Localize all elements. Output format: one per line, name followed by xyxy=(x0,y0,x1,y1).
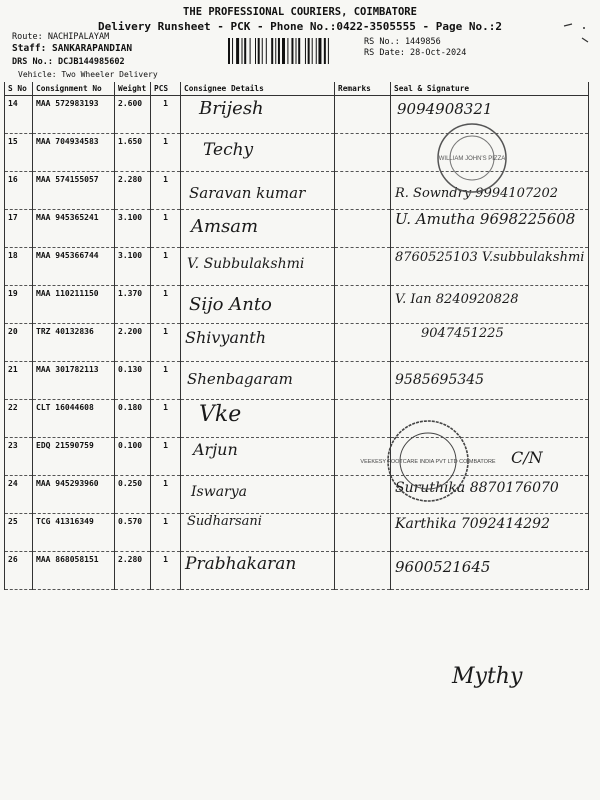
barcode-image xyxy=(228,38,356,64)
barcode-bar xyxy=(244,38,246,64)
barcode-bar xyxy=(236,38,239,64)
cell-remarks xyxy=(335,552,391,590)
cell-consignee xyxy=(181,400,335,438)
barcode-bar xyxy=(262,38,263,64)
barcode-bar xyxy=(266,38,267,64)
consignee-handwriting: Shivyanth xyxy=(185,328,267,347)
footer-signature-text: Mythy xyxy=(452,664,523,689)
cell-consignee xyxy=(181,286,335,324)
consignee-handwriting: Brijesh xyxy=(199,98,264,119)
cell-weight: 0.180 xyxy=(115,400,151,438)
consignee-handwriting: Iswarya xyxy=(191,484,247,500)
cell-consignee xyxy=(181,248,335,286)
cell-remarks xyxy=(335,324,391,362)
stamp-1-text: WILLIAM JOHN'S PIZZA xyxy=(438,156,506,162)
cell-sno: 18 xyxy=(5,248,33,286)
route-label: Route: NACHIPALAYAM xyxy=(12,32,110,42)
barcode-bar xyxy=(255,38,256,64)
cell-remarks xyxy=(335,248,391,286)
cell-sno: 14 xyxy=(5,96,33,134)
cell-consignment: CLT 16044608 xyxy=(33,400,115,438)
col-header-remarks: Remarks xyxy=(335,82,391,96)
barcode-bar xyxy=(242,38,243,64)
consignee-handwriting: Sudharsani xyxy=(187,514,262,529)
cell-pcs: 1 xyxy=(151,248,181,286)
cell-signature xyxy=(391,210,589,248)
cell-pcs: 1 xyxy=(151,552,181,590)
barcode-bar xyxy=(275,38,276,64)
barcode-bar xyxy=(308,38,310,64)
drs-number: DRS No.: DCJB144985602 xyxy=(12,57,125,67)
cell-sno: 19 xyxy=(5,286,33,324)
cell-pcs: 1 xyxy=(151,210,181,248)
barcode-bar xyxy=(291,38,293,64)
cell-pcs: 1 xyxy=(151,476,181,514)
vehicle-label: Vehicle: Two Wheeler Delivery xyxy=(18,70,158,79)
cell-weight: 2.600 xyxy=(115,96,151,134)
cell-sno: 22 xyxy=(5,400,33,438)
cell-consignment: MAA 574155057 xyxy=(33,172,115,210)
cell-consignee xyxy=(181,438,335,476)
cell-consignment: MAA 945365241 xyxy=(33,210,115,248)
cell-sno: 15 xyxy=(5,134,33,172)
table-row xyxy=(5,210,589,248)
barcode-bar xyxy=(312,38,313,64)
stamp-2-text: VEEKESY FOOTCARE INDIA PVT LTD COIMBATORE xyxy=(360,459,496,465)
barcode-bar xyxy=(287,38,288,64)
barcode-bar xyxy=(318,38,321,64)
cell-consignee xyxy=(181,210,335,248)
cell-consignment: MAA 868058151 xyxy=(33,552,115,590)
cell-remarks xyxy=(335,172,391,210)
cell-sno: 16 xyxy=(5,172,33,210)
cell-consignment: MAA 945366744 xyxy=(33,248,115,286)
cell-signature xyxy=(391,286,589,324)
cell-weight: 2.280 xyxy=(115,172,151,210)
barcode-bar xyxy=(305,38,306,64)
signature-handwriting: U. Amutha 9698225608 xyxy=(395,210,576,228)
company-title: THE PROFESSIONAL COURIERS, COIMBATORE xyxy=(183,6,417,18)
cell-consignment: EDQ 21590759 xyxy=(33,438,115,476)
barcode-bar xyxy=(316,38,317,64)
cell-consignee xyxy=(181,476,335,514)
cell-sno: 20 xyxy=(5,324,33,362)
consignee-handwriting: Sijo Anto xyxy=(189,294,272,315)
cell-consignee xyxy=(181,324,335,362)
consignee-handwriting: Techy xyxy=(203,140,254,160)
table-row xyxy=(5,438,589,476)
cell-pcs: 1 xyxy=(151,400,181,438)
cell-consignee xyxy=(181,362,335,400)
cell-signature xyxy=(391,514,589,552)
staff-label: Staff: SANKARAPANDIAN xyxy=(12,43,133,54)
table-row xyxy=(5,286,589,324)
cell-weight: 0.100 xyxy=(115,438,151,476)
cell-weight: 3.100 xyxy=(115,210,151,248)
cell-weight: 2.200 xyxy=(115,324,151,362)
cell-consignment: MAA 704934583 xyxy=(33,134,115,172)
table-row xyxy=(5,324,589,362)
cell-pcs: 1 xyxy=(151,438,181,476)
cell-consignment: MAA 110211150 xyxy=(33,286,115,324)
barcode-bar xyxy=(258,38,260,64)
cell-consignee xyxy=(181,172,335,210)
cell-remarks xyxy=(335,514,391,552)
cell-pcs: 1 xyxy=(151,96,181,134)
barcode-bar xyxy=(232,38,233,64)
cell-remarks xyxy=(335,362,391,400)
col-header-consignment: Consignment No xyxy=(33,82,115,96)
signature-handwriting: 9585695345 xyxy=(395,372,485,388)
cell-signature xyxy=(391,324,589,362)
cell-pcs: 1 xyxy=(151,324,181,362)
cell-pcs: 1 xyxy=(151,286,181,324)
cell-weight: 1.650 xyxy=(115,134,151,172)
cell-sno: 25 xyxy=(5,514,33,552)
table-row xyxy=(5,400,589,438)
cell-consignment: MAA 301782113 xyxy=(33,362,115,400)
runsheet-title: Delivery Runsheet - PCK - Phone No.:0422-3505555 - Page No.:2 xyxy=(98,20,502,33)
signature-handwriting: 9600521645 xyxy=(395,558,491,576)
cell-pcs: 1 xyxy=(151,362,181,400)
cell-remarks xyxy=(335,96,391,134)
signature-handwriting: Suruthika 8870176070 xyxy=(395,480,559,496)
col-header-weight: Weight xyxy=(115,82,151,96)
cell-sno: 23 xyxy=(5,438,33,476)
cell-consignee xyxy=(181,134,335,172)
signature-handwriting: 9047451225 xyxy=(421,326,504,341)
rs-number: RS No.: 1449856 xyxy=(364,37,441,47)
table-row xyxy=(5,248,589,286)
cell-consignee xyxy=(181,552,335,590)
col-header-sno: S No xyxy=(5,82,33,96)
cell-pcs: 1 xyxy=(151,172,181,210)
consignee-handwriting: Arjun xyxy=(193,440,238,459)
signature-handwriting: V. Ian 8240920828 xyxy=(395,292,519,307)
col-header-pcs: PCS xyxy=(151,82,181,96)
corner-mark-icon xyxy=(560,20,590,48)
cell-weight: 1.370 xyxy=(115,286,151,324)
cell-weight: 0.130 xyxy=(115,362,151,400)
cell-consignee xyxy=(181,514,335,552)
cell-signature xyxy=(391,362,589,400)
consignee-handwriting: Prabhakaran xyxy=(185,554,297,574)
cell-weight: 3.100 xyxy=(115,248,151,286)
table-row xyxy=(5,552,589,590)
cell-weight: 2.280 xyxy=(115,552,151,590)
signature-handwriting: R. Sowndry 9994107202 xyxy=(395,186,559,201)
cell-signature xyxy=(391,248,589,286)
cell-consignment: TRZ 40132836 xyxy=(33,324,115,362)
cell-consignment: MAA 572983193 xyxy=(33,96,115,134)
consignee-handwriting: Vke xyxy=(199,402,242,427)
barcode-bar xyxy=(282,38,285,64)
table-row xyxy=(5,362,589,400)
barcode-bar xyxy=(296,38,297,64)
cell-sno: 17 xyxy=(5,210,33,248)
stamp-1 xyxy=(428,118,516,198)
footer-signature xyxy=(452,660,552,700)
consignee-handwriting: Shenbagaram xyxy=(187,370,293,388)
signature-handwriting: C/N xyxy=(511,448,543,467)
cell-remarks xyxy=(335,286,391,324)
barcode-bar xyxy=(271,38,273,64)
stamp-2 xyxy=(360,416,496,506)
table-header-row xyxy=(5,82,589,96)
signature-handwriting: Karthika 7092414292 xyxy=(395,516,550,532)
consignee-handwriting: Saravan kumar xyxy=(189,184,306,202)
barcode-bar xyxy=(298,38,300,64)
table-row xyxy=(5,514,589,552)
barcode-bar xyxy=(250,38,251,64)
cell-pcs: 1 xyxy=(151,134,181,172)
cell-weight: 0.570 xyxy=(115,514,151,552)
cell-remarks xyxy=(335,134,391,172)
cell-remarks xyxy=(335,210,391,248)
barcode-bar xyxy=(324,38,326,64)
cell-weight: 0.250 xyxy=(115,476,151,514)
barcode-bar xyxy=(228,38,230,64)
signature-handwriting: 8760525103 V.subbulakshmi xyxy=(395,250,585,265)
rs-date: RS Date: 28-Oct-2024 xyxy=(364,48,467,58)
cell-signature xyxy=(391,552,589,590)
cell-consignment: MAA 945293960 xyxy=(33,476,115,514)
barcode-bar xyxy=(328,38,329,64)
cell-pcs: 1 xyxy=(151,514,181,552)
barcode-bar xyxy=(278,38,280,64)
consignee-handwriting: Amsam xyxy=(191,216,259,237)
signature-handwriting: 9094908321 xyxy=(397,100,493,118)
col-header-signature: Seal & Signature xyxy=(391,82,589,96)
cell-sno: 26 xyxy=(5,552,33,590)
cell-consignee xyxy=(181,96,335,134)
cell-sno: 21 xyxy=(5,362,33,400)
cell-sno: 24 xyxy=(5,476,33,514)
table-row xyxy=(5,476,589,514)
col-header-consignee: Consignee Details xyxy=(181,82,335,96)
cell-consignment: TCG 41316349 xyxy=(33,514,115,552)
consignee-handwriting: V. Subbulakshmi xyxy=(187,256,305,272)
